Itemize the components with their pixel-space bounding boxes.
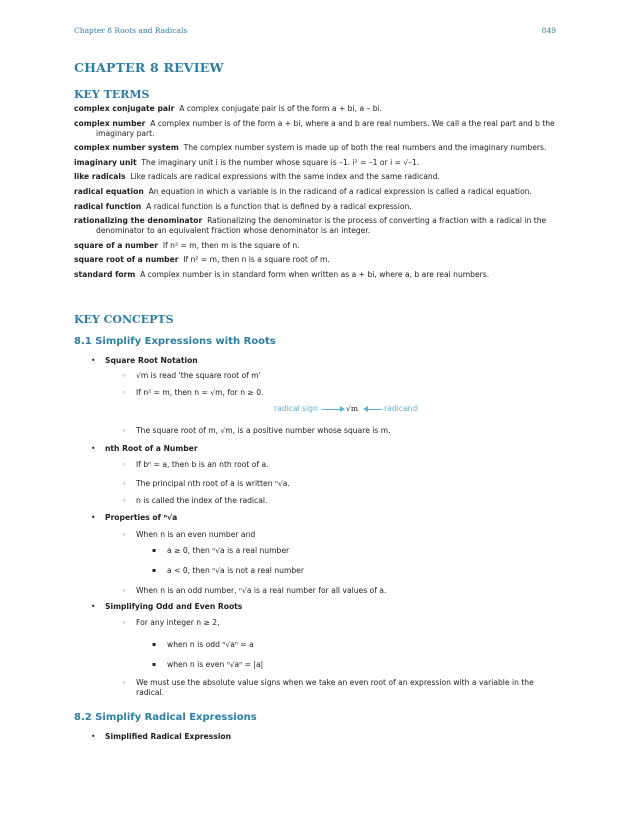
list-item: ▪ a ≥ 0, then ⁿ√a is a real number	[152, 546, 289, 556]
term-entry	[74, 143, 556, 153]
term-entry	[74, 104, 556, 114]
term-entry	[74, 202, 556, 212]
radical-diagram	[274, 404, 424, 418]
list-item	[93, 732, 231, 742]
term-definition: An equation in which a variable is in the radicand of a radical expression is called a radical equation.	[148, 186, 532, 196]
term-entry	[74, 158, 556, 168]
term-name: radical function	[74, 201, 142, 211]
arrow-head-right	[340, 406, 345, 412]
radical-symbol: √m	[346, 404, 359, 413]
section-heading-8-1: 8.1 Simplify Expressions with Roots	[74, 336, 276, 347]
term-definition: If n² = m, then n is a square root of m.	[183, 255, 330, 265]
list-item: ◦ If n² = m, then n = √m, for n ≥ 0.	[122, 388, 263, 398]
term-name: radical equation	[74, 186, 144, 196]
term-entry	[74, 187, 556, 197]
term-name: imaginary unit	[74, 157, 137, 167]
term-entry	[74, 270, 556, 280]
term-definition: Rationalizing the denominator is the process of converting a fraction with a radical in the denominator to an equivalent fraction whose denominator is an integer.	[96, 216, 547, 236]
term-entry	[74, 216, 556, 236]
list-item: ▪ when n is even ⁿ√aⁿ = |a|	[152, 660, 263, 670]
term-name: rationalizing the denominator	[74, 216, 203, 226]
radical-sign-label: radical sign	[274, 404, 318, 413]
list-item: ◦ We must use the absolute value signs when we take an even root of an expression with a variable in the radical.	[122, 678, 542, 698]
page-number: 849	[541, 26, 556, 35]
radicand-label: radicand	[384, 404, 418, 413]
term-entry	[74, 255, 556, 265]
concept-title: nth Root of a Number	[105, 444, 198, 453]
term-name: square root of a number	[74, 255, 179, 265]
term-name: complex conjugate pair	[74, 104, 175, 113]
list-item: ◦ √m is read 'the square root of m'	[122, 371, 261, 381]
list-item	[93, 444, 198, 454]
arrow-left	[368, 409, 382, 410]
key-concepts-heading: KEY CONCEPTS	[74, 313, 174, 326]
term-definition: A complex conjugate pair is of the form a + bi, a – bi.	[179, 104, 383, 113]
list-item: ◦ When n is an even number and	[122, 530, 255, 540]
list-item: ◦ When n is an odd number, ⁿ√a is a real number for all values of a.	[122, 586, 386, 596]
list-item	[93, 602, 242, 612]
list-item: ▪ a < 0, then ⁿ√a is not a real number	[152, 566, 304, 576]
term-entry	[74, 119, 556, 139]
list-item: ◦ The principal nth root of a is written ⁿ√a.	[122, 479, 290, 489]
term-definition: A radical function is a function that is defined by a radical expression.	[146, 201, 412, 211]
term-name: standard form	[74, 269, 136, 279]
section-heading-8-2: 8.2 Simplify Radical Expressions	[74, 712, 257, 723]
term-definition: If n² = m, then m is the square of n.	[162, 240, 300, 250]
term-name: square of a number	[74, 240, 159, 250]
list-item: ◦ The square root of m, √m, is a positive number whose square is m.	[122, 426, 391, 436]
term-definition: Like radicals are radical expressions with the same index and the same radicand.	[130, 172, 440, 182]
term-name: complex number system	[74, 143, 179, 153]
page-title: CHAPTER 8 REVIEW	[74, 60, 224, 75]
list-item	[93, 513, 177, 523]
term-definition: The imaginary unit i is the number whose square is –1. i² = –1 or i = √–1.	[141, 157, 420, 167]
list-item: ◦ For any integer n ≥ 2,	[122, 618, 220, 628]
concept-title: Simplifying Odd and Even Roots	[105, 602, 243, 611]
running-header-chapter: Chapter 8 Roots and Radicals	[74, 26, 188, 35]
term-definition: The complex number system is made up of both the real numbers and the imaginary numbers.	[183, 143, 547, 153]
concept-title: Square Root Notation	[105, 356, 198, 365]
list-item: ◦ If bⁿ = a, then b is an nth root of a.	[122, 460, 269, 470]
list-item: ▪ when n is odd ⁿ√aⁿ = a	[152, 640, 254, 650]
term-name: like radicals	[74, 172, 126, 182]
concept-title: Simplified Radical Expression	[105, 732, 232, 741]
concept-title: Properties of ⁿ√a	[105, 513, 178, 522]
list-item	[93, 356, 198, 366]
term-definition: A complex number is of the form a + bi, where a and b are real numbers. We call a the real part and b the imaginary part.	[96, 118, 555, 138]
term-entry	[74, 172, 556, 182]
arrow-right	[322, 409, 340, 410]
term-entry	[74, 241, 556, 251]
term-definition: A complex number is in standard form when written as a + bi, where a, b are real numbers.	[140, 269, 490, 279]
key-terms-list	[74, 104, 556, 285]
term-name: complex number	[74, 118, 146, 128]
list-item: ◦ n is called the index of the radical.	[122, 496, 267, 506]
key-terms-heading: KEY TERMS	[74, 88, 150, 101]
